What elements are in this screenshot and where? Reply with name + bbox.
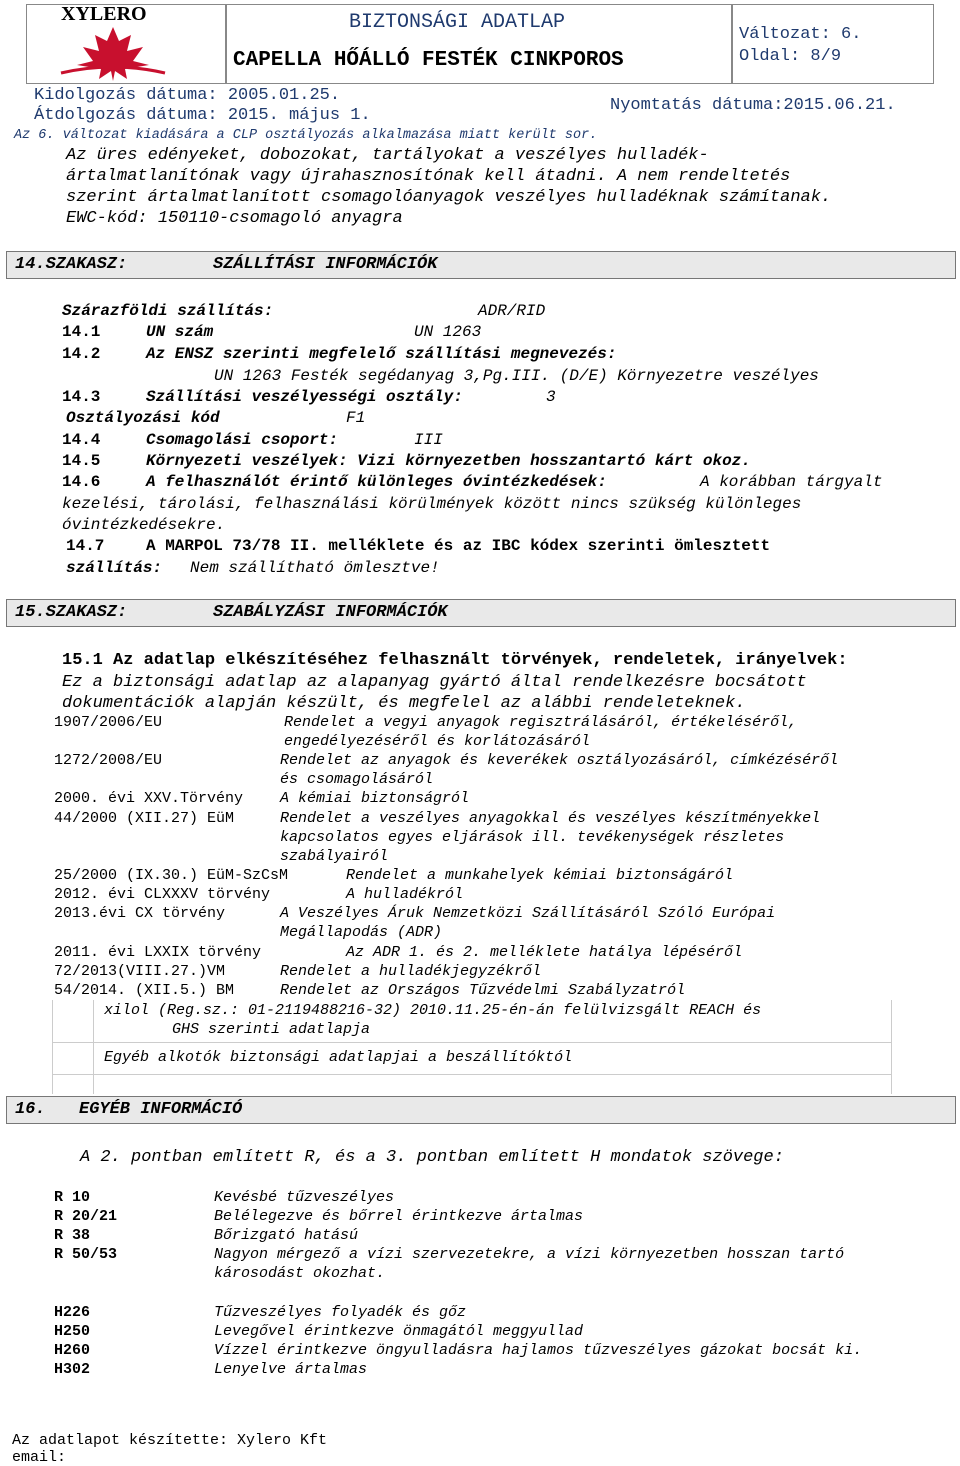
packing-group-label: Csomagolási csoport: — [146, 431, 339, 449]
h-phrase-code: H250 — [54, 1323, 91, 1340]
print-date: Nyomtatás dátuma:2015.06.21. — [610, 96, 896, 115]
section-15-1-heading: 15.1 Az adatlap elkészítéséhez felhasznált törvények, rendeletek, irányelvek: — [62, 651, 848, 670]
land-transport-value: ADR/RID — [478, 302, 546, 320]
law-code: 44/2000 (XII.27) EüM — [54, 810, 235, 827]
law-text: és csomagolásáról — [280, 771, 434, 788]
law-code: 1907/2006/EU — [54, 714, 163, 731]
item-number: 14.2 — [62, 345, 101, 363]
section-16-header — [6, 1096, 956, 1124]
r-phrase-code: R 10 — [54, 1189, 91, 1206]
shipping-name-label: Az ENSZ szerinti megfelelő szállítási megnevezés: — [146, 345, 617, 363]
section-15-intro: dokumentációk alapján készült, és megfelel az alábbi rendeleteknek. — [62, 694, 746, 713]
section-15-header — [6, 599, 956, 627]
section-16-title: EGYÉB INFORMÁCIÓ — [79, 1100, 243, 1119]
intro-line: ártalmatlanítónak vagy újrahasznosítónak kell átadni. A nem rendeltetés — [66, 167, 791, 186]
product-name: CAPELLA HŐÁLLÓ FESTÉK CINKPOROS — [233, 49, 624, 72]
item-number: 14.4 — [62, 431, 101, 449]
land-transport-label: Szárazföldi szállítás: — [62, 302, 274, 320]
law-text: Az ADR 1. és 2. melléklete hatálya lépéséről — [346, 944, 743, 961]
bulk-transport-value: Nem szállítható ömlesztve! — [190, 559, 440, 577]
law-text: A kémiai biztonságról — [280, 790, 470, 807]
r-phrase-code: R 50/53 — [54, 1246, 118, 1263]
section-16-number: 16. — [15, 1100, 46, 1119]
h-phrase-text: Vízzel érintkezve öngyulladásra hajlamos tűzveszélyes gázokat bocsát ki. — [214, 1342, 863, 1359]
hazard-class-value: 3 — [546, 388, 556, 406]
section-14-header — [6, 251, 956, 279]
un-number-value: UN 1263 — [414, 323, 482, 341]
section-15-title: SZABÁLYZÁSI INFORMÁCIÓK — [213, 603, 448, 622]
r-phrase-text: Belélegezve és bőrrel érintkezve ártalmas — [214, 1208, 584, 1225]
law-text: Rendelet az Országos Tűzvédelmi Szabályzatról — [280, 982, 686, 999]
law-code: 2000. évi XXV.Törvény — [54, 790, 244, 807]
precautions-line: kezelési, tárolási, felhasználási körülmények között nincs szükség különleges — [62, 495, 802, 513]
section-14-number: 14.SZAKASZ: — [15, 255, 128, 274]
footer-author: Az adatlapot készítette: Xylero Kft — [12, 1432, 328, 1449]
source-other: Egyéb alkotók biztonsági adatlapjai a beszállítóktól — [104, 1049, 573, 1066]
section-15-intro: Ez a biztonsági adatlap az alapanyag gyártó által rendelkezésre bocsátott — [62, 673, 807, 692]
h-phrase-text: Levegővel érintkezve önmagától meggyullad — [214, 1323, 584, 1340]
source-xylene: xilol (Reg.sz.: 01-2119488216-32) 2010.11.25-én-án felülvizsgált REACH és — [104, 1002, 762, 1019]
law-code: 54/2014. (XII.5.) BM — [54, 982, 235, 999]
h-phrase-text: Lenyelve ártalmas — [214, 1361, 368, 1378]
item-number: 14.3 — [62, 388, 101, 406]
law-code: 72/2013(VIII.27.)VM — [54, 963, 226, 980]
source-xylene: GHS szerinti adatlapja — [172, 1021, 371, 1038]
h-phrase-code: H226 — [54, 1304, 91, 1321]
r-phrase-code: R 20/21 — [54, 1208, 118, 1225]
precautions-value: A korábban tárgyalt — [700, 473, 883, 491]
shipping-name-value: UN 1263 Festék segédanyag 3,Pg.III. (D/E) Környezetre veszélyes — [214, 367, 819, 385]
law-text: A hulladékról — [346, 886, 464, 903]
law-code: 1272/2008/EU — [54, 752, 163, 769]
item-number: 14.5 — [62, 452, 101, 470]
law-code: 2011. évi LXXIX törvény — [54, 944, 262, 961]
r-phrase-text: Kevésbé tűzveszélyes — [214, 1189, 395, 1206]
r-phrase-text: károsodást okozhat. — [214, 1265, 386, 1282]
section-14-title: SZÁLLÍTÁSI INFORMÁCIÓK — [213, 255, 438, 274]
r-phrase-code: R 38 — [54, 1227, 91, 1244]
created-date: Kidolgozás dátuma: 2005.01.25. — [34, 86, 341, 105]
precautions-line: óvintézkedésekre. — [62, 516, 226, 534]
law-text: Rendelet a veszélyes anyagokkal és veszélyes készítményekkel — [280, 810, 821, 827]
item-number: 14.1 — [62, 323, 101, 341]
law-text: Rendelet a hulladékjegyzékről — [280, 963, 542, 980]
law-code: 2012. évi CLXXXV törvény — [54, 886, 271, 903]
item-number: 14.6 — [62, 473, 101, 491]
section-15-number: 15.SZAKASZ: — [15, 603, 128, 622]
doc-type: BIZTONSÁGI ADATLAP — [349, 11, 566, 34]
law-text: kapcsolatos egyes eljárások ill. tevékenységek részletes — [280, 829, 785, 846]
law-text: Megállapodás (ADR) — [280, 924, 443, 941]
header-version-cell — [732, 4, 934, 84]
item-number: 14.7 — [66, 537, 105, 555]
r-phrase-text: Nagyon mérgező a vízi szervezetekre, a vízi környezetben hosszan tartó — [214, 1246, 845, 1263]
footer-email: email: — [12, 1449, 67, 1466]
intro-line: EWC-kód: 150110-csomagoló anyagra — [66, 209, 403, 228]
r-phrase-text: Bőrizgató hatású — [214, 1227, 359, 1244]
law-text: engedélyezéséről és korlátozásáról — [284, 733, 591, 750]
h-phrase-code: H260 — [54, 1342, 91, 1359]
classification-code-value: F1 — [346, 409, 366, 427]
header-logo-cell — [26, 4, 226, 84]
maple-leaf-logo-icon — [53, 25, 173, 83]
logo-text: XYLERO — [61, 3, 147, 25]
law-text: Rendelet a munkahelyek kémiai biztonságáról — [346, 867, 734, 884]
law-text: Rendelet az anyagok és keverékek osztályozásáról, címkézéséről — [280, 752, 839, 769]
h-phrase-code: H302 — [54, 1361, 91, 1378]
packing-group-value: III — [414, 431, 443, 449]
page-number: Oldal: 8/9 — [739, 47, 842, 66]
law-code: 2013.évi CX törvény — [54, 905, 226, 922]
bulk-transport-label: szállítás: — [66, 559, 163, 577]
environmental-hazards: Környezeti veszélyek: Vizi környezetben hosszantartó kárt okoz. — [146, 452, 751, 470]
revised-date: Átdolgozás dátuma: 2015. május 1. — [34, 106, 371, 125]
intro-line: szerint ártalmatlanított csomagolóanyagok veszélyes hulladéknak számítanak. — [66, 188, 832, 207]
law-code: 25/2000 (IX.30.) EüM-SzCsM — [54, 867, 289, 884]
marpol-label: A MARPOL 73/78 II. melléklete és az IBC kódex szerinti ömlesztett — [146, 537, 771, 555]
hazard-class-label: Szállítási veszélyességi osztály: — [146, 388, 463, 406]
header-title-cell — [226, 4, 732, 84]
un-number-label: UN szám — [146, 323, 214, 341]
classification-code-label: Osztályozási kód — [66, 409, 220, 427]
law-text: szabályairól — [280, 848, 389, 865]
law-text: Rendelet a vegyi anyagok regisztrálásáról, értékeléséről, — [284, 714, 798, 731]
precautions-label: A felhasználót érintő különleges óvintézkedések: — [146, 473, 607, 491]
h-phrase-text: Tűzveszélyes folyadék és gőz — [214, 1304, 467, 1321]
version-note: Az 6. változat kiadására a CLP osztályozás alkalmazása miatt került sor. — [14, 128, 598, 143]
law-text: A Veszélyes Áruk Nemzetközi Szállításáról Szóló Európai — [280, 905, 776, 922]
phrases-intro: A 2. pontban említett R, és a 3. pontban említett H mondatok szövege: — [80, 1148, 784, 1167]
intro-line: Az üres edényeket, dobozokat, tartályokat a veszélyes hulladék- — [66, 146, 709, 165]
version: Változat: 6. — [739, 25, 862, 44]
